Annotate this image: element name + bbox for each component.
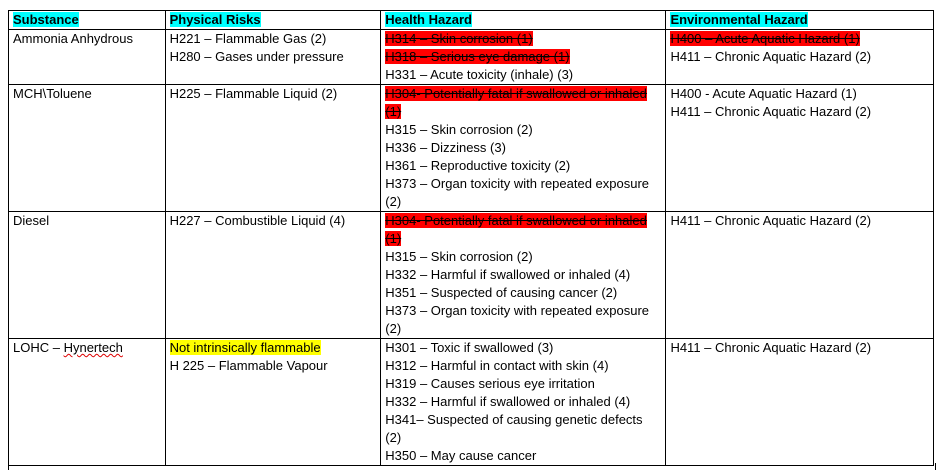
substance-cell (9, 212, 166, 339)
environmental-hazard-item: H400 – Acute Aquatic Hazard (1) (670, 31, 860, 46)
hazard-table (8, 10, 934, 466)
table-row (9, 30, 934, 85)
substance-name: Diesel (13, 213, 50, 228)
physical-risk-item: H225 – Flammable Liquid (2) (169, 86, 338, 101)
header-cell (666, 11, 934, 30)
health-hazard-item: H315 – Skin corrosion (2) (385, 249, 533, 264)
health-hazard-item: H304- Potentially fatal if swallowed or inhaled (1) (385, 213, 647, 246)
table-row (9, 212, 934, 339)
health-hazard-item: H304- Potentially fatal if swallowed or inhaled (1) (385, 86, 647, 119)
health-hazard-item: H332 – Harmful if swallowed or inhaled (4) (385, 267, 631, 282)
substance-cell (9, 85, 166, 212)
header-cell (9, 11, 166, 30)
health-hazard-item: H332 – Harmful if swallowed or inhaled (4) (385, 394, 631, 409)
environmental-hazard-cell (666, 212, 934, 339)
substance-cell (9, 30, 166, 85)
physical-risk-item: H227 – Combustible Liquid (4) (169, 213, 346, 228)
header-substance: Substance (13, 12, 79, 27)
physical-risk-item: Not intrinsically flammable (169, 340, 321, 355)
environmental-hazard-item: H411 – Chronic Aquatic Hazard (2) (670, 104, 872, 119)
physical-risk-item: H 225 – Flammable Vapour (169, 358, 328, 373)
substance-name-flagged: Hynertech (63, 340, 123, 355)
health-hazard-cell (381, 30, 666, 85)
health-hazard-cell (381, 85, 666, 212)
table-continuation (8, 463, 936, 470)
health-hazard-item: H336 – Dizziness (3) (385, 140, 506, 155)
substance-cell (9, 339, 166, 466)
health-hazard-item: H312 – Harmful in contact with skin (4) (385, 358, 609, 373)
substance-name: MCH\Toluene (13, 86, 92, 101)
physical-risk-item: H221 – Flammable Gas (2) (169, 31, 327, 46)
physical-risk-cell (165, 339, 381, 466)
health-hazard-item: H319 – Causes serious eye irritation (385, 376, 595, 391)
environmental-hazard-item: H411 – Chronic Aquatic Hazard (2) (670, 213, 872, 228)
header-row (9, 11, 934, 30)
health-hazard-item: H331 – Acute toxicity (inhale) (3) (385, 67, 574, 82)
physical-risk-cell (165, 212, 381, 339)
health-hazard-item: H341– Suspected of causing genetic defects (2) (385, 412, 643, 445)
table-row (9, 85, 934, 212)
health-hazard-item: H314 – Skin corrosion (1) (385, 31, 533, 46)
header-physical-risks: Physical Risks (169, 12, 261, 27)
health-hazard-item: H373 – Organ toxicity with repeated exposure (2) (385, 303, 650, 336)
health-hazard-item: H301 – Toxic if swallowed (3) (385, 340, 554, 355)
health-hazard-cell (381, 339, 666, 466)
environmental-hazard-item: H411 – Chronic Aquatic Hazard (2) (670, 340, 872, 355)
environmental-hazard-cell (666, 339, 934, 466)
physical-risk-cell (165, 85, 381, 212)
header-environmental-hazard: Environmental Hazard (670, 12, 808, 27)
health-hazard-item: H373 – Organ toxicity with repeated exposure (2) (385, 176, 650, 209)
header-health-hazard: Health Hazard (385, 12, 472, 27)
health-hazard-item: H361 – Reproductive toxicity (2) (385, 158, 571, 173)
environmental-hazard-cell (666, 30, 934, 85)
substance-name: LOHC – (13, 340, 64, 355)
health-hazard-cell (381, 212, 666, 339)
environmental-hazard-item: H400 - Acute Aquatic Hazard (1) (670, 86, 857, 101)
health-hazard-item: H318 – Serious eye damage (1) (385, 49, 570, 64)
physical-risk-cell (165, 30, 381, 85)
health-hazard-item: H315 – Skin corrosion (2) (385, 122, 533, 137)
header-cell (165, 11, 381, 30)
header-cell (381, 11, 666, 30)
health-hazard-item: H350 – May cause cancer (385, 448, 537, 463)
environmental-hazard-cell (666, 85, 934, 212)
health-hazard-item: H351 – Suspected of causing cancer (2) (385, 285, 618, 300)
table-row (9, 339, 934, 466)
environmental-hazard-item: H411 – Chronic Aquatic Hazard (2) (670, 49, 872, 64)
physical-risk-item: H280 – Gases under pressure (169, 49, 344, 64)
substance-name: Ammonia Anhydrous (13, 31, 133, 46)
